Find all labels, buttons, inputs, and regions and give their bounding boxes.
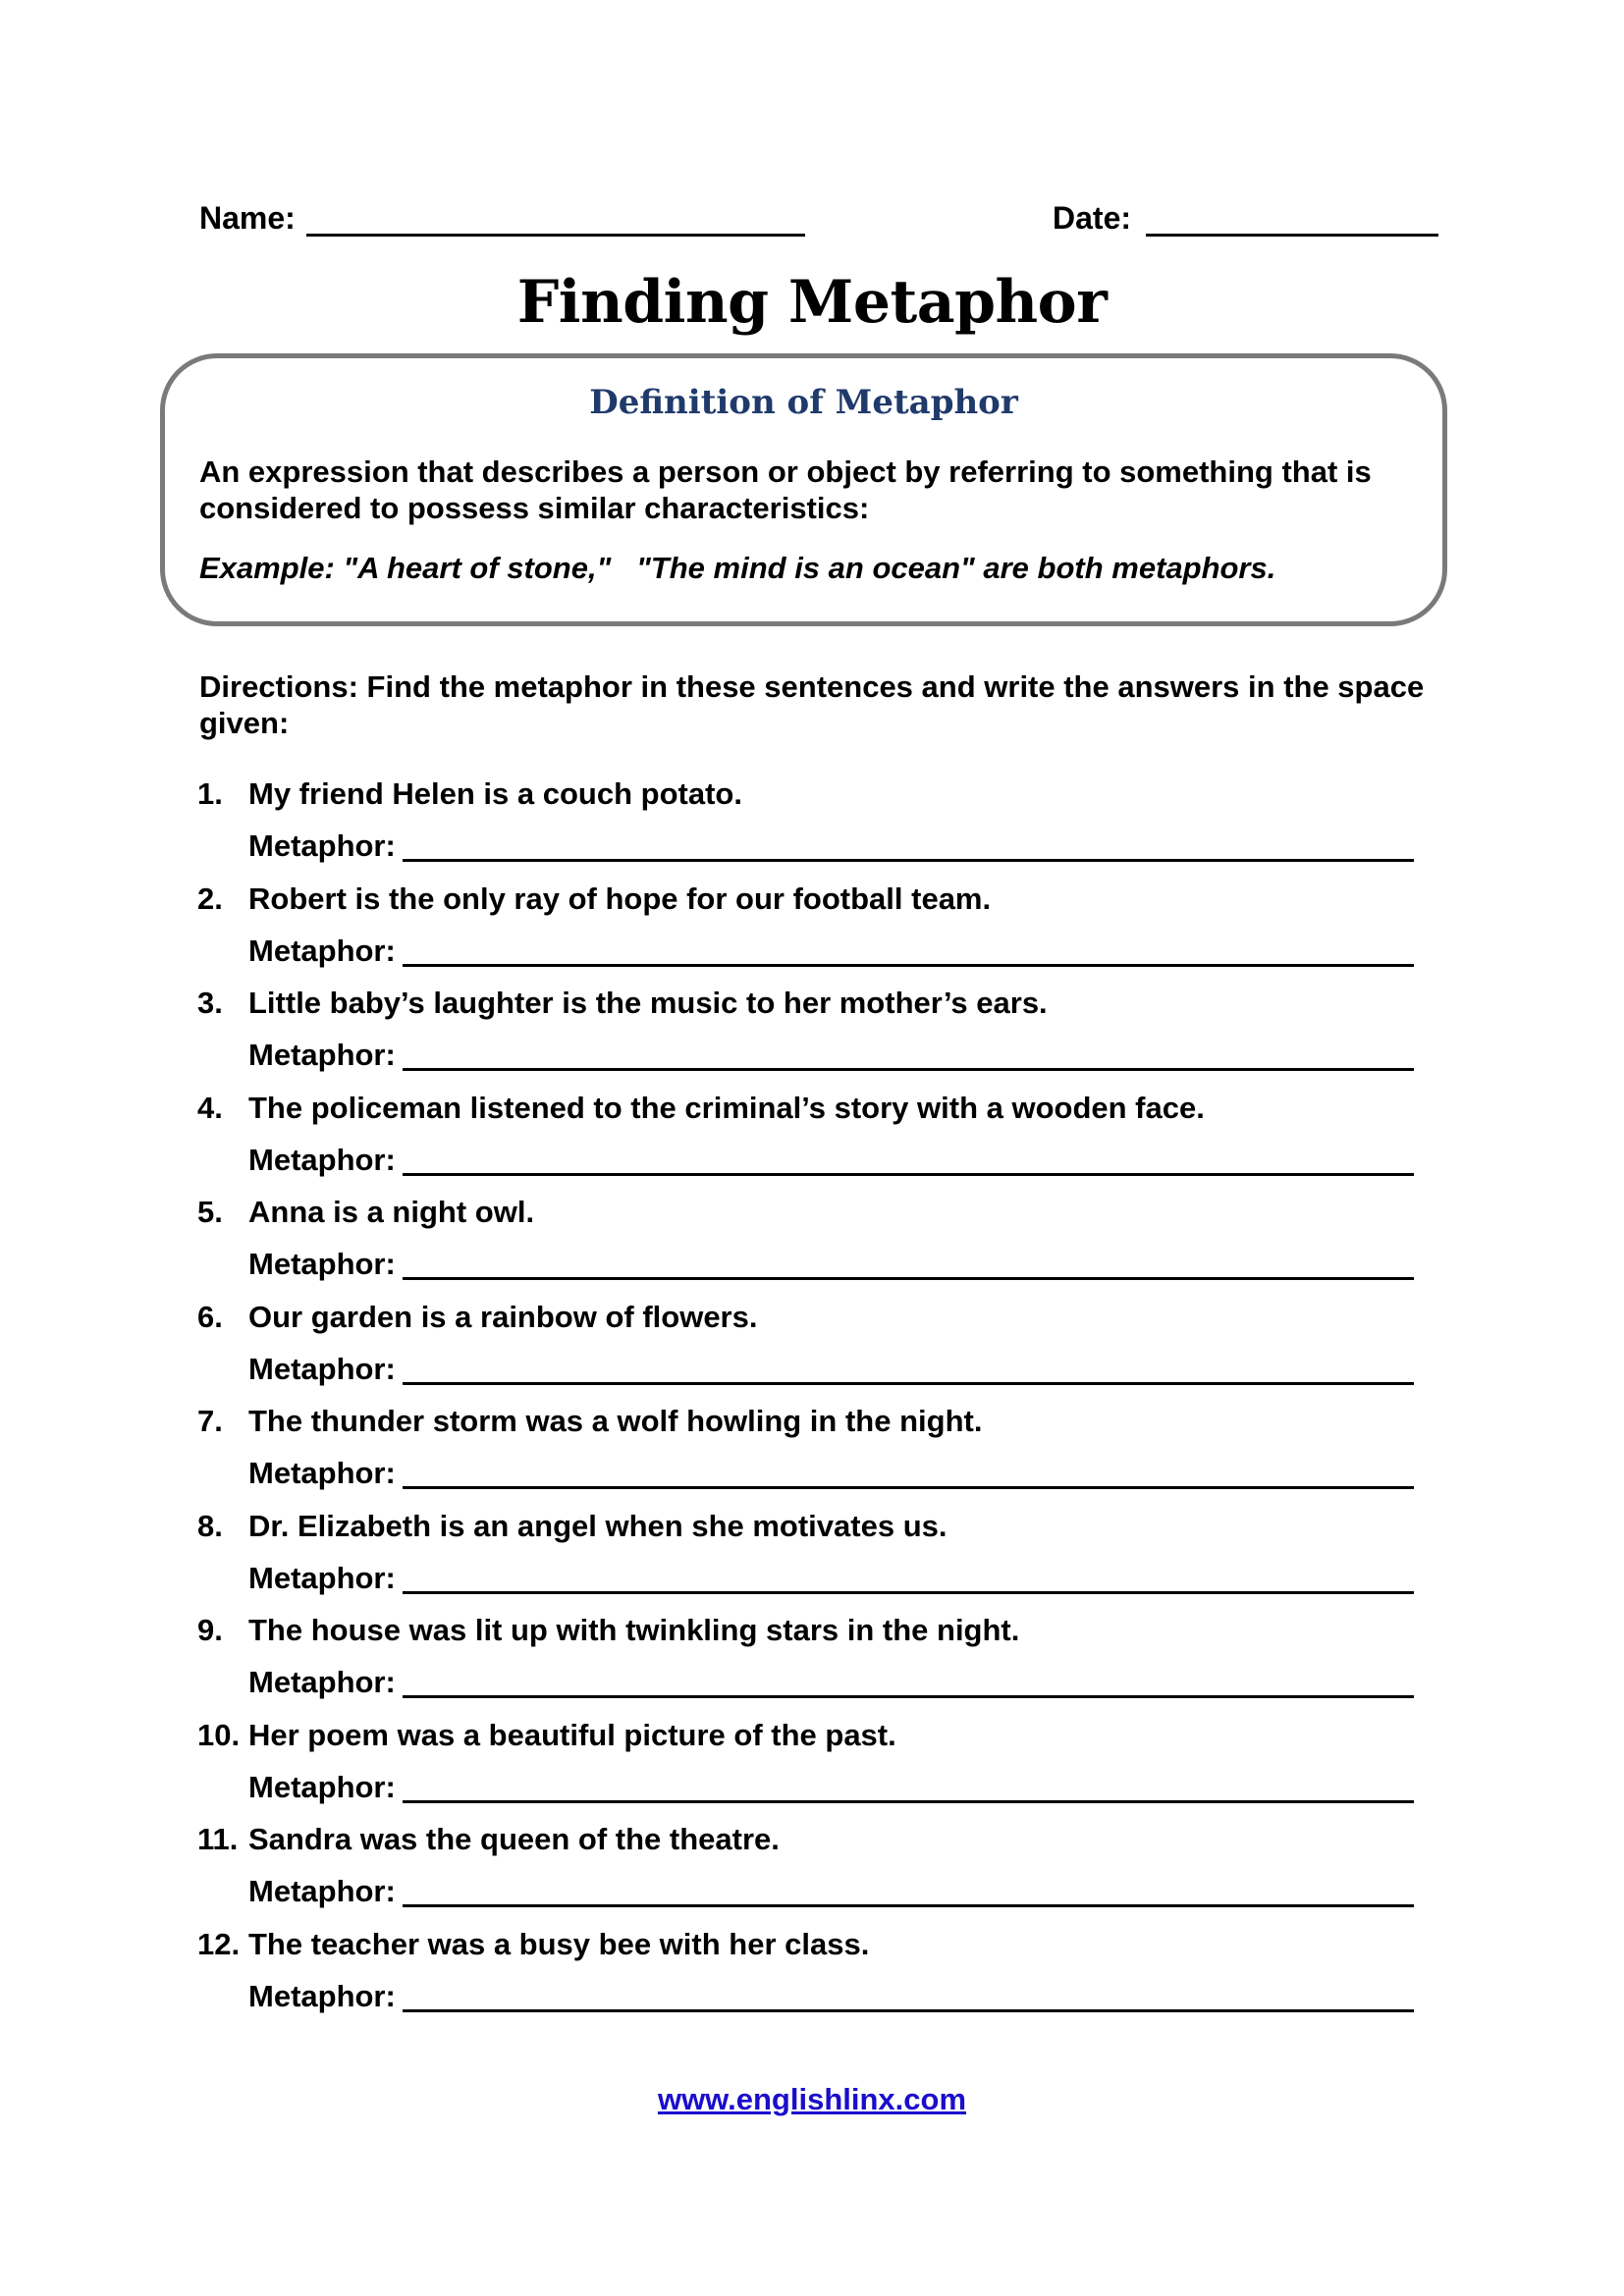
definition-example: Example: "A heart of stone," "The mind is an ocean" are both metaphors. <box>199 551 1276 585</box>
question-text: The teacher was a busy bee with her class. <box>248 1927 870 1961</box>
metaphor-label: Metaphor: <box>248 1143 396 1177</box>
question-text: Her poem was a beautiful picture of the past. <box>248 1718 896 1752</box>
directions-text: Directions: Find the metaphor in these sentences and write the answers in the space given: <box>199 669 1425 740</box>
definition-heading: Definition of Metaphor <box>589 383 1018 422</box>
metaphor-answer-field[interactable] <box>403 2009 1414 2012</box>
metaphor-label: Metaphor: <box>248 1665 396 1699</box>
metaphor-answer-field[interactable] <box>403 964 1414 967</box>
question-text: The policeman listened to the criminal’s story with a wooden face. <box>248 1091 1205 1125</box>
metaphor-label: Metaphor: <box>248 828 396 863</box>
question-text: The thunder storm was a wolf howling in the night. <box>248 1404 983 1438</box>
metaphor-label: Metaphor: <box>248 1561 396 1595</box>
question-text: Little baby’s laughter is the music to her mother’s ears. <box>248 986 1048 1020</box>
question-text: Dr. Elizabeth is an angel when she motivates us. <box>248 1509 947 1543</box>
metaphor-label: Metaphor: <box>248 1352 396 1386</box>
metaphor-answer-field[interactable] <box>403 1068 1414 1071</box>
metaphor-label: Metaphor: <box>248 1874 396 1908</box>
question-number: 2. <box>197 881 223 916</box>
metaphor-answer-field[interactable] <box>403 1800 1414 1803</box>
metaphor-answer-field[interactable] <box>403 1382 1414 1385</box>
metaphor-answer-field[interactable] <box>403 1277 1414 1280</box>
question-number: 3. <box>197 986 223 1020</box>
question-number: 12. <box>197 1927 241 1961</box>
definition-text: An expression that describes a person or object by referring to something that is considered to possess similar characteristics: <box>199 454 1372 525</box>
name-label: Name: <box>199 200 296 236</box>
metaphor-label: Metaphor: <box>248 1038 396 1072</box>
question-text: My friend Helen is a couch potato. <box>248 776 742 811</box>
metaphor-label: Metaphor: <box>248 1979 396 2013</box>
question-number: 6. <box>197 1300 223 1334</box>
metaphor-answer-field[interactable] <box>403 1486 1414 1489</box>
metaphor-label: Metaphor: <box>248 1456 396 1490</box>
question-text: The house was lit up with twinkling stars in the night. <box>248 1613 1020 1647</box>
date-label: Date: <box>1053 200 1132 236</box>
name-field[interactable] <box>306 234 805 237</box>
question-number: 9. <box>197 1613 223 1647</box>
question-text: Sandra was the queen of the theatre. <box>248 1822 780 1856</box>
date-field[interactable] <box>1146 234 1438 237</box>
question-number: 4. <box>197 1091 223 1125</box>
question-number: 11. <box>197 1822 239 1856</box>
metaphor-answer-field[interactable] <box>403 1695 1414 1698</box>
metaphor-answer-field[interactable] <box>403 1591 1414 1594</box>
metaphor-label: Metaphor: <box>248 1247 396 1281</box>
question-text: Anna is a night owl. <box>248 1195 535 1229</box>
question-number: 5. <box>197 1195 223 1229</box>
question-number: 10. <box>197 1718 241 1752</box>
metaphor-label: Metaphor: <box>248 1770 396 1804</box>
page-title: Finding Metaphor <box>516 268 1108 337</box>
question-number: 7. <box>197 1404 223 1438</box>
question-text: Robert is the only ray of hope for our football team. <box>248 881 992 916</box>
question-number: 8. <box>197 1509 223 1543</box>
metaphor-label: Metaphor: <box>248 934 396 968</box>
metaphor-answer-field[interactable] <box>403 1173 1414 1176</box>
question-number: 1. <box>197 776 223 811</box>
metaphor-answer-field[interactable] <box>403 1904 1414 1907</box>
metaphor-answer-field[interactable] <box>403 859 1414 862</box>
footer-link[interactable]: www.englishlinx.com <box>657 2082 967 2116</box>
question-text: Our garden is a rainbow of flowers. <box>248 1300 758 1334</box>
